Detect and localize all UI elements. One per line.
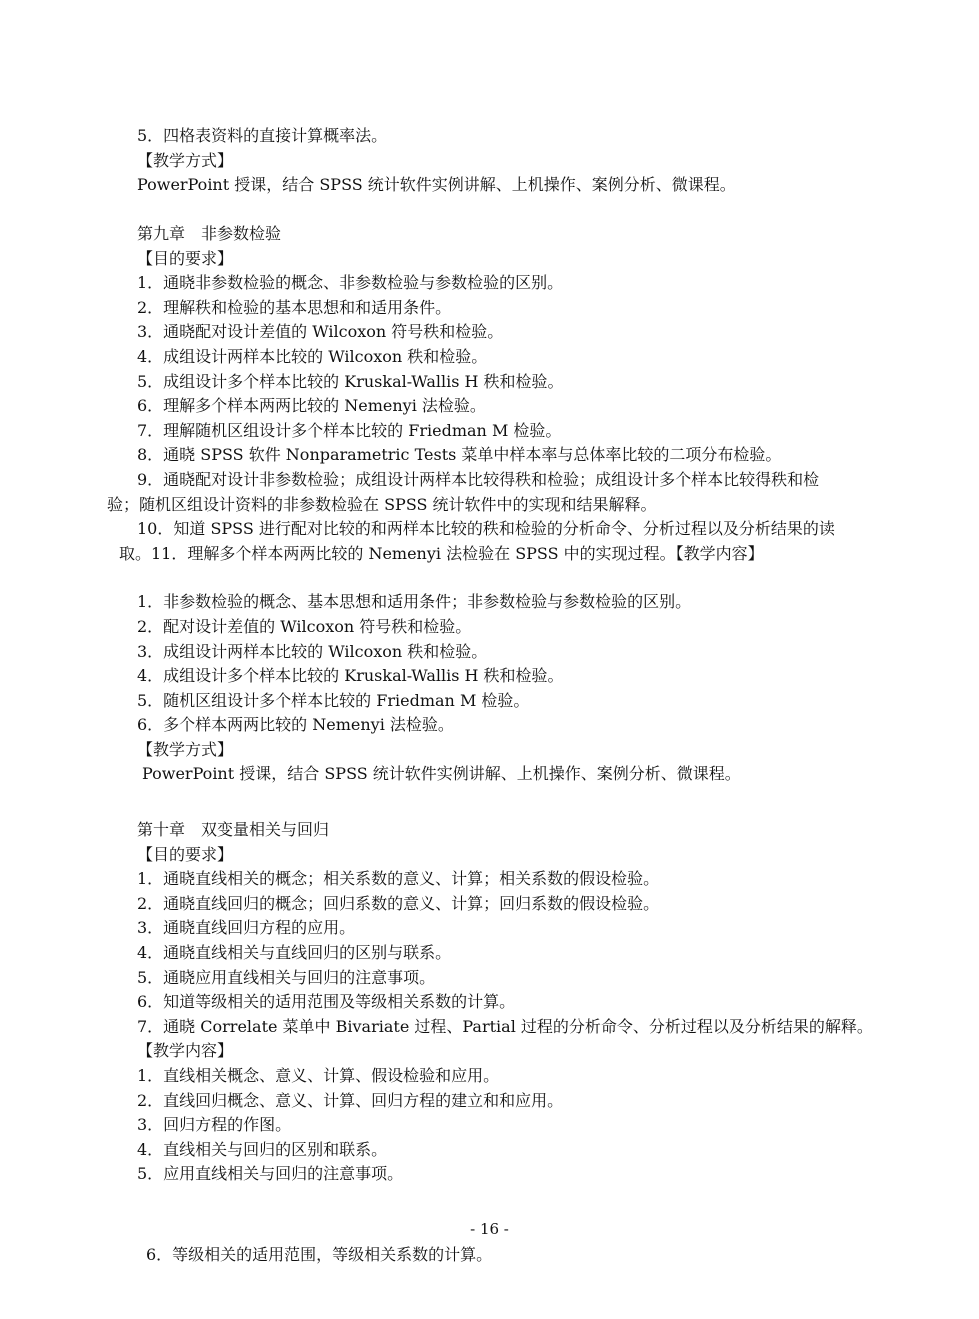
top-line-1: 5．四格表资料的直接计算概率法。 xyxy=(137,126,388,145)
chapter-9-method-text: PowerPoint 授课，结合 SPSS 统计软件实例讲解、上机操作、案例分析、微课程。 xyxy=(142,764,741,784)
chapter-9-title: 第九章 非参数检验 xyxy=(137,224,282,243)
chapter-9-content-2: 2．配对设计差值的 Wilcoxon 符号秩和检验。 xyxy=(137,616,472,636)
page-number: - 16 - xyxy=(470,1220,509,1238)
chapter-10 xyxy=(137,818,877,1187)
chapter-10-req-heading: 【目的要求】 xyxy=(137,844,234,864)
trailing-line: 6．等级相关的适用范围，等级相关系数的计算。 xyxy=(146,1245,493,1264)
teaching-method-text: PowerPoint 授课，结合 SPSS 统计软件实例讲解、上机操作、案例分析、微课程。 xyxy=(137,175,736,195)
chapter-10-content-1: 1．直线相关概念、意义、计算、假设检验和应用。 xyxy=(137,1065,500,1085)
chapter-10-req-4: 4．通晓直线相关与直线回归的区别与联系。 xyxy=(137,942,452,962)
teaching-method-heading: 【教学方式】 xyxy=(137,150,234,170)
chapter-10-req-1: 1．通晓直线相关的概念；相关系数的意义、计算；相关系数的假设检验。 xyxy=(137,869,660,889)
chapter-9-req-3: 3．通晓配对设计差值的 Wilcoxon 符号秩和检验。 xyxy=(137,322,504,342)
chapter-10-req-2: 2．通晓直线回归的概念；回归系数的意义、计算；回归系数的假设检验。 xyxy=(137,893,660,913)
chapter-10-content-5: 5．应用直线相关与回归的注意事项。 xyxy=(137,1164,404,1184)
chapter-9-content-3: 3．成组设计两样本比较的 Wilcoxon 秩和检验。 xyxy=(137,641,488,661)
chapter-10-req-3: 3．通晓直线回归方程的应用。 xyxy=(137,918,356,938)
chapter-9-req-10b: 取。11．理解多个样本两两比较的 Nemenyi 法检验在 SPSS 中的实现过程。【教学内容】 xyxy=(119,543,764,563)
chapter-9-req-9a: 9．通晓配对设计非参数检验；成组设计两样本比较得秩和检验；成组设计多个样本比较得秩和检 xyxy=(137,469,820,489)
chapter-10-content-4: 4．直线相关与回归的区别和联系。 xyxy=(137,1139,388,1159)
chapter-10-content-3: 3．回归方程的作图。 xyxy=(137,1115,292,1135)
chapter-9-content-4: 4．成组设计多个样本比较的 Kruskal-Wallis H 秩和检验。 xyxy=(137,666,564,686)
chapter-10-title: 第十章 双变量相关与回归 xyxy=(137,820,330,839)
chapter-9-req-10a: 10．知道 SPSS 进行配对比较的和两样本比较的秩和检验的分析命令、分析过程以及分析结果的读 xyxy=(137,519,835,539)
chapter-9-req-5: 5．成组设计多个样本比较的 Kruskal-Wallis H 秩和检验。 xyxy=(137,371,564,391)
chapter-10-content-2: 2．直线回归概念、意义、计算、回归方程的建立和和应用。 xyxy=(137,1090,564,1110)
chapter-9-content-1: 1．非参数检验的概念、基本思想和适用条件；非参数检验与参数检验的区别。 xyxy=(137,592,692,612)
chapter-10-req-6: 6．知道等级相关的适用范围及等级相关系数的计算。 xyxy=(137,992,516,1012)
chapter-9-req-6: 6．理解多个样本两两比较的 Nemenyi 法检验。 xyxy=(137,396,486,416)
chapter-9 xyxy=(107,222,877,787)
chapter-9-req-2: 2．理解秩和检验的基本思想和和适用条件。 xyxy=(137,297,452,317)
chapter-9-req-8: 8．通晓 SPSS 软件 Nonparametric Tests 菜单中样本率与总体率比较的二项分布检验。 xyxy=(137,445,782,465)
chapter-9-req-7: 7．理解随机区组设计多个样本比较的 Friedman M 检验。 xyxy=(137,420,562,440)
chapter-9-req-4: 4．成组设计两样本比较的 Wilcoxon 秩和检验。 xyxy=(137,346,488,366)
chapter-10-content-heading: 【教学内容】 xyxy=(137,1041,234,1061)
chapter-9-req-9b: 验；随机区组设计资料的非参数检验在 SPSS 统计软件中的实现和结果解释。 xyxy=(107,494,657,514)
chapter-9-method-heading: 【教学方式】 xyxy=(137,739,234,759)
chapter-9-req-heading: 【目的要求】 xyxy=(137,248,234,268)
top-section xyxy=(137,124,877,198)
chapter-10-req-5: 5．通晓应用直线相关与回归的注意事项。 xyxy=(137,967,436,987)
chapter-10-req-7: 7．通晓 Correlate 菜单中 Bivariate 过程、Partial 过程的分析命令、分析过程以及分析结果的解释。 xyxy=(137,1016,873,1036)
chapter-9-req-1: 1．通晓非参数检验的概念、非参数检验与参数检验的区别。 xyxy=(137,273,564,293)
chapter-9-content-5: 5．随机区组设计多个样本比较的 Friedman M 检验。 xyxy=(137,690,530,710)
chapter-9-content-6: 6．多个样本两两比较的 Nemenyi 法检验。 xyxy=(137,715,454,735)
